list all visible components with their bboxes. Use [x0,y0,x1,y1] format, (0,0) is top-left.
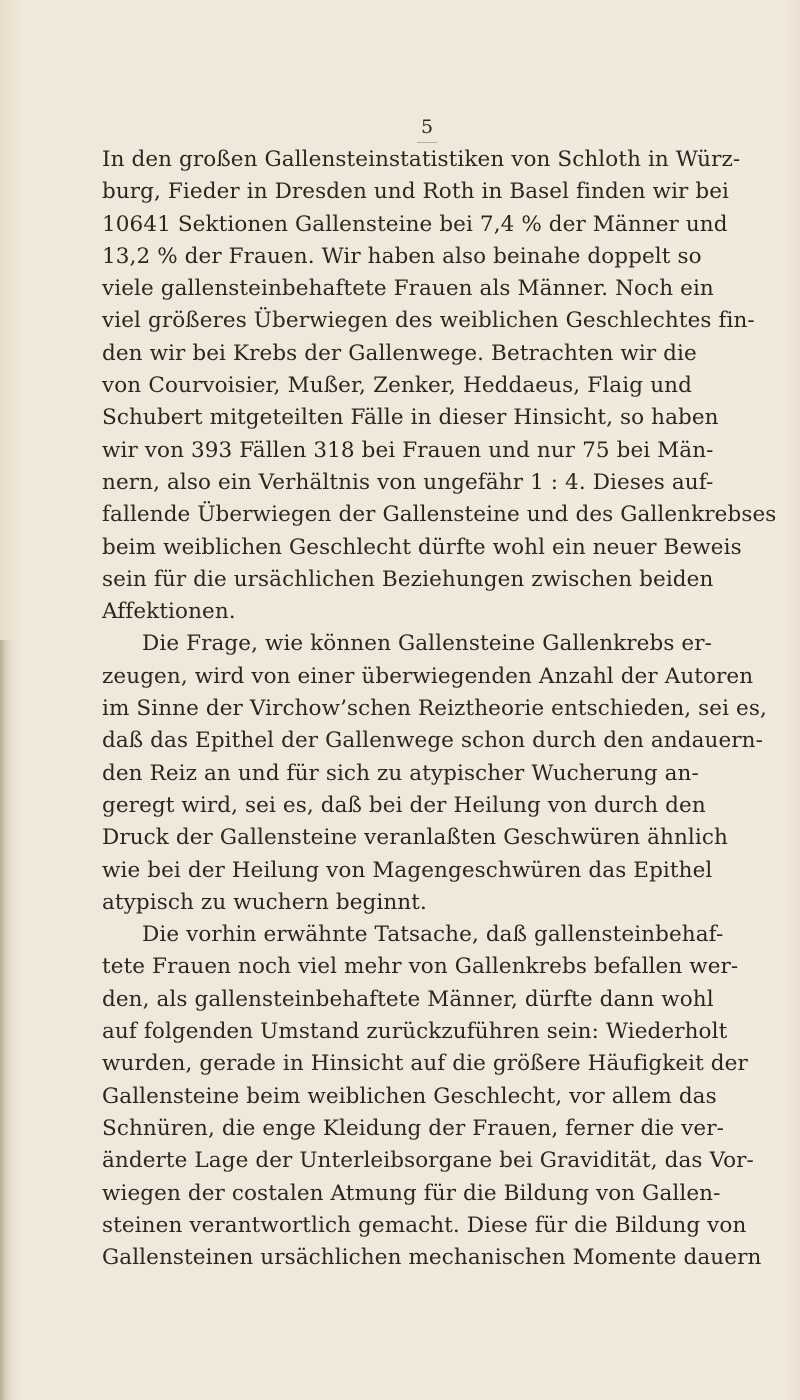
text-line: von Courvoisier, Mußer, Zenker, Heddaeus, Flaig und [102,373,692,399]
text-line: tete Frauen noch viel mehr von Gallenkrebs befallen wer- [102,954,739,980]
text-line: burg, Fieder in Dresden und Roth in Basel finden wir bei [102,179,730,205]
text-line: viel größeres Überwiegen des weiblichen Geschlechtes fin- [102,308,755,334]
text-line: wie bei der Heilung von Magengeschwüren das Epithel [102,857,713,883]
text-line: Die vorhin erwähnte Tatsache, daß gallensteinbehaf- [142,922,724,948]
text-line: nern, also ein Verhältnis von ungefähr 1 : 4. Dieses auf- [102,469,714,495]
text-line: auf folgenden Umstand zurückzuführen sein: Wiederholt [102,1019,728,1045]
page-number-text: 5 [417,116,437,143]
text-line: Druck der Gallensteine veranlaßten Geschwüren ähnlich [102,825,728,851]
paragraph-2 [102,628,767,919]
text-line: sein für die ursächlichen Beziehungen zwischen beiden [102,566,714,592]
text-line: fallende Überwiegen der Gallensteine und des Gallenkrebses [102,502,777,528]
text-line: den, als gallensteinbehaftete Männer, dürfte dann wohl [102,986,714,1012]
text-line: geregt wird, sei es, daß bei der Heilung von durch den [102,792,706,818]
text-line: wiegen der costalen Atmung für die Bildung von Gallen- [102,1180,721,1206]
text-line: Schnüren, die enge Kleidung der Frauen, ferner die ver- [102,1115,724,1141]
text-line: Die Frage, wie können Gallensteine Gallenkrebs er- [142,631,712,657]
text-line: viele gallensteinbehaftete Frauen als Männer. Noch ein [102,276,714,302]
paragraph-1 [102,144,777,628]
text-line: 13,2 % der Frauen. Wir haben also beinahe doppelt so [102,243,702,269]
text-line: steinen verantwortlich gemacht. Diese für die Bildung von [102,1212,747,1238]
text-line: Affektionen. [102,599,236,625]
text-line: Gallensteine beim weiblichen Geschlecht, vor allem das [102,1083,717,1109]
paragraph-3 [102,919,762,1274]
text-line: In den großen Gallensteinstatistiken von Schloth in Würz- [102,147,741,172]
text-line: den Reiz an und für sich zu atypischer Wucherung an- [102,760,699,786]
text-line: wurden, gerade in Hinsicht auf die größere Häufigkeit der [102,1051,748,1077]
text-line: im Sinne der Virchow’schen Reiztheorie entschieden, sei es, [102,696,767,722]
text-line: den wir bei Krebs der Gallenwege. Betrachten wir die [102,340,697,366]
text-line: wir von 393 Fällen 318 bei Frauen und nur 75 bei Män- [102,437,714,463]
text-line: änderte Lage der Unterleibsorgane bei Gravidität, das Vor- [102,1148,754,1174]
text-line: 10641 Sektionen Gallensteine bei 7,4 % der Männer und [102,211,728,237]
page-gutter-shadow [0,640,12,1400]
page-number [138,116,662,143]
text-line: beim weiblichen Geschlecht dürfte wohl ein neuer Beweis [102,534,742,560]
text-line: daß das Epithel der Gallenwege schon durch den andauern- [102,728,763,754]
text-line: Schubert mitgeteilten Fälle in dieser Hinsicht, so haben [102,405,719,431]
text-line: atypisch zu wuchern beginnt. [102,889,427,915]
text-line: zeugen, wird von einer überwiegenden Anzahl der Autoren [102,663,754,689]
text-line: Gallensteinen ursächlichen mechanischen Momente dauern [102,1245,762,1271]
body-text [102,144,777,1274]
